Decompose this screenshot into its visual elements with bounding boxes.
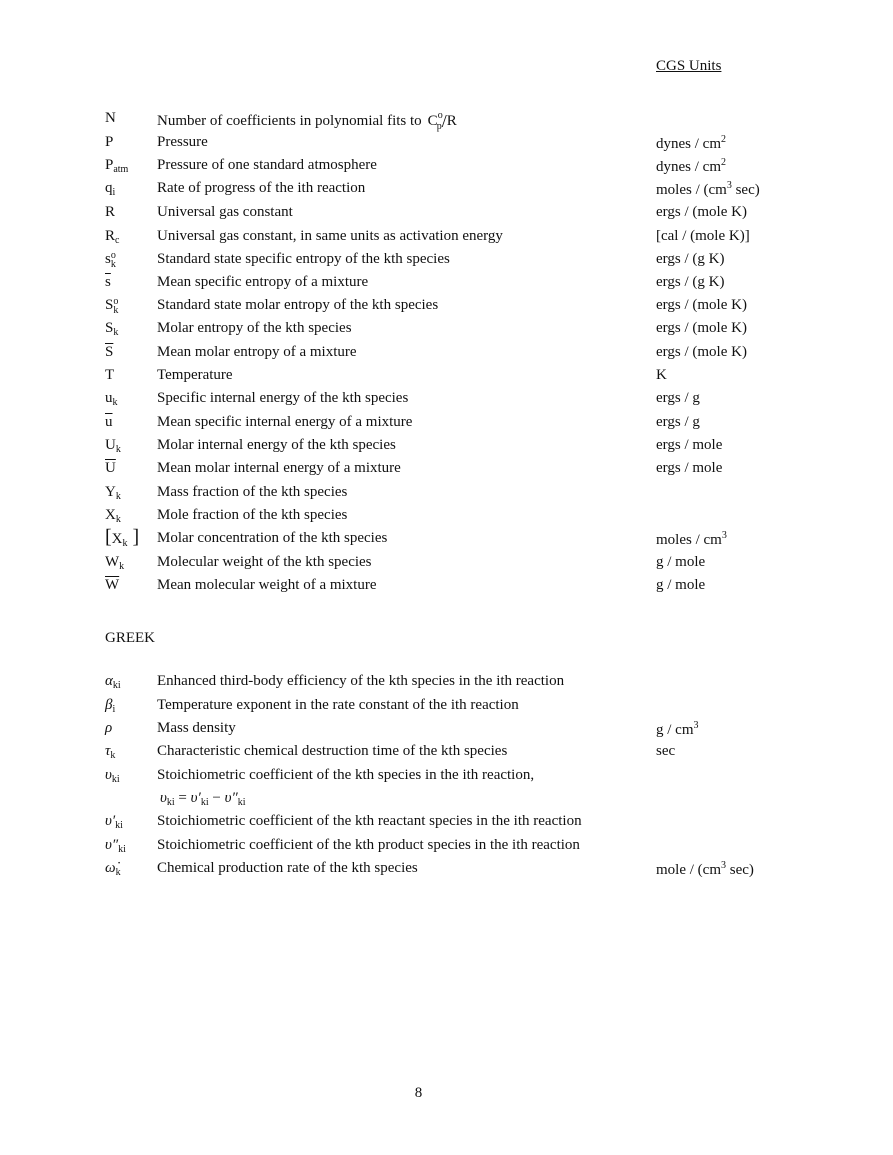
unit-exponent: 3 xyxy=(720,860,726,871)
greek-row xyxy=(0,720,893,742)
description-text: Enhanced third-body efficiency of the kth species in the ith reaction xyxy=(157,673,565,689)
description xyxy=(157,837,580,854)
unit-exponent: 2 xyxy=(721,157,726,168)
cp-superscript: o xyxy=(437,110,443,121)
symbol-subscript: k xyxy=(115,491,121,502)
description xyxy=(157,344,357,361)
symbol xyxy=(105,720,112,737)
description-text: Specific internal energy of the kth species xyxy=(157,390,409,406)
symbol-base: ω̇ xyxy=(105,860,116,876)
symbol-superscript: o xyxy=(113,296,119,307)
cp-subscript: p xyxy=(436,121,442,132)
left-bracket: [ xyxy=(105,526,112,548)
symbol-base: $\overline{W}$ xyxy=(105,577,120,593)
symbol-base: R xyxy=(105,204,116,220)
symbol xyxy=(105,507,121,525)
unit-cell xyxy=(656,251,724,268)
nomenclature-row xyxy=(0,414,893,436)
description-text: Mean specific internal energy of a mixture xyxy=(157,414,413,430)
symbol-subscript: k xyxy=(115,514,121,525)
description-text: Chemical production rate of the kth species xyxy=(157,860,418,876)
description-text: Temperature exponent in the rate constant of the ith reaction xyxy=(157,697,519,713)
unit-cell xyxy=(656,320,747,337)
unit-cell xyxy=(656,414,700,431)
symbol-base: U xyxy=(105,437,116,453)
symbol-subscript: ki xyxy=(118,844,126,855)
greek-row xyxy=(0,697,893,719)
symbol-base: $\overline{u}$ xyxy=(105,414,113,430)
symbol xyxy=(105,180,115,198)
unit-exponent: 3 xyxy=(721,530,727,541)
description-text: Pressure of one standard atmosphere xyxy=(157,157,377,173)
description-text: Mean molar entropy of a mixture xyxy=(157,344,357,360)
unit-text: ergs / (mole K) xyxy=(656,320,747,336)
description-text: Mean molar internal energy of a mixture xyxy=(157,460,401,476)
description xyxy=(157,813,582,830)
description xyxy=(157,297,438,314)
unit-text: ergs / mole xyxy=(656,460,723,476)
description-text: Mean specific entropy of a mixture xyxy=(157,274,369,290)
nomenclature-row xyxy=(0,110,893,132)
unit-tail: sec) xyxy=(731,182,760,198)
description xyxy=(157,577,377,594)
symbol-base: R xyxy=(105,228,116,244)
description xyxy=(157,697,519,714)
formula-term-a-subscript: ki xyxy=(200,797,209,808)
description xyxy=(157,554,372,571)
description-text: Stoichiometric coefficient of the kth reactant species in the ith reaction xyxy=(157,813,582,829)
symbol-base: q xyxy=(105,180,113,196)
symbol xyxy=(105,437,121,455)
unit-cell xyxy=(656,367,667,384)
unit-cell xyxy=(656,460,722,477)
unit-cell xyxy=(656,344,747,361)
symbol xyxy=(105,414,113,431)
nomenclature-row xyxy=(0,390,893,412)
description xyxy=(157,180,365,197)
unit-cell xyxy=(656,157,726,176)
symbol-subscript: i xyxy=(112,704,116,715)
symbol-base: β xyxy=(105,697,113,713)
symbol xyxy=(105,554,124,572)
symbol-subscript: ki xyxy=(112,680,121,691)
symbol-base: S xyxy=(105,320,114,336)
unit-text: g / mole xyxy=(656,554,706,570)
symbol xyxy=(105,251,116,269)
description-text: Molecular weight of the kth species xyxy=(157,554,372,570)
description-text: Mole fraction of the kth species xyxy=(157,507,348,523)
formula-equals: = xyxy=(174,790,191,806)
description-text: Molar concentration of the kth species xyxy=(157,530,388,546)
fraction-slash: / xyxy=(441,111,447,131)
description-text: Mean molecular weight of a mixture xyxy=(157,577,377,593)
unit-text: moles / cm xyxy=(656,532,722,548)
description xyxy=(157,204,293,221)
unit-cell xyxy=(656,530,727,549)
nomenclature-row xyxy=(0,460,893,482)
description xyxy=(157,767,534,784)
unit-cell xyxy=(656,577,705,594)
nomenclature-row xyxy=(0,157,893,179)
unit-text: dynes / cm xyxy=(656,136,721,152)
description xyxy=(157,530,387,547)
description xyxy=(157,484,347,501)
description xyxy=(157,437,396,454)
formula-term-a: υ′ xyxy=(190,790,201,806)
symbol-subscript: k xyxy=(113,327,119,338)
description-text: Stoichiometric coefficient of the kth product species in the ith reaction xyxy=(157,837,580,853)
description xyxy=(157,720,236,737)
unit-text: ergs / (mole K) xyxy=(656,344,747,360)
symbol-subscript: k xyxy=(113,305,119,316)
unit-text: ergs / g xyxy=(656,390,700,406)
greek-row xyxy=(0,837,893,859)
symbol-subscript: k xyxy=(115,444,121,455)
nomenclature-row xyxy=(0,554,893,576)
description-text: Mass density xyxy=(157,720,236,736)
symbol-subscript: k xyxy=(122,538,128,549)
symbol-base: s xyxy=(105,251,111,267)
description-text: Standard state molar entropy of the kth species xyxy=(157,297,439,313)
symbol-base: N xyxy=(105,110,116,126)
description xyxy=(157,320,352,337)
nomenclature-row xyxy=(0,437,893,459)
formula-term-b: υ″ xyxy=(224,790,238,806)
symbol xyxy=(105,274,111,291)
unit-cell xyxy=(656,180,760,199)
symbol xyxy=(105,110,116,127)
symbol-base: α xyxy=(105,673,113,689)
description-text: Universal gas constant, in same units as activation energy xyxy=(157,228,503,244)
symbol-base: υ xyxy=(105,767,112,783)
unit-cell xyxy=(656,274,724,291)
unit-text: [cal / (mole K)] xyxy=(656,228,750,244)
nomenclature-row xyxy=(0,344,893,366)
unit-exponent: 2 xyxy=(721,134,726,145)
description-text: Stoichiometric coefficient of the kth species in the ith reaction, xyxy=(157,767,535,783)
symbol-subscript: atm xyxy=(113,164,129,175)
symbol xyxy=(105,320,118,338)
symbol-base: X xyxy=(105,507,116,523)
symbol xyxy=(105,367,114,384)
symbol-base: S xyxy=(105,297,114,313)
nomenclature-row xyxy=(0,251,893,273)
nomenclature-row xyxy=(0,526,893,552)
unit-text: ergs / mole xyxy=(656,437,723,453)
greek-row xyxy=(0,673,893,695)
description xyxy=(157,743,507,760)
symbol-base: W xyxy=(105,554,120,570)
symbol-base: $\overline{s}$ xyxy=(105,274,111,290)
description-text: Molar entropy of the kth species xyxy=(157,320,352,336)
symbol-base: Y xyxy=(105,484,116,500)
unit-text: ergs / (mole K) xyxy=(656,297,747,313)
description-text: Number of coefficients in polynomial fits to xyxy=(157,113,422,129)
description xyxy=(157,110,457,132)
unit-text: K xyxy=(656,367,667,383)
description-text: Universal gas constant xyxy=(157,204,293,220)
symbol xyxy=(105,837,126,855)
symbol-base: τ xyxy=(105,743,111,759)
unit-cell xyxy=(656,390,700,407)
sub-sup-stack xyxy=(113,297,118,315)
unit-cell xyxy=(656,204,747,221)
unit-text: sec xyxy=(656,743,676,759)
symbol xyxy=(105,813,123,831)
nomenclature-row xyxy=(0,228,893,250)
symbol-subscript: k xyxy=(110,750,116,761)
description xyxy=(157,157,377,174)
unit-text: ergs / (mole K) xyxy=(656,204,747,220)
unit-cell xyxy=(656,860,754,879)
greek-row xyxy=(0,743,893,765)
symbol-subscript: k xyxy=(110,259,116,270)
symbol xyxy=(105,204,115,221)
cp-c: C xyxy=(427,113,438,129)
nomenclature-row xyxy=(0,367,893,389)
unit-cell xyxy=(656,554,705,571)
nomenclature-row xyxy=(0,320,893,342)
symbol-base: υ″ xyxy=(105,837,119,853)
nomenclature-row xyxy=(0,274,893,296)
description xyxy=(157,673,564,690)
symbol-subscript: c xyxy=(115,235,120,246)
nomenclature-row xyxy=(0,297,893,319)
description-text: Standard state specific entropy of the kth species xyxy=(157,251,450,267)
symbol-base: X xyxy=(111,531,123,547)
unit-cell xyxy=(656,228,750,245)
symbol-subscript: k xyxy=(115,867,121,878)
symbol-base: P xyxy=(105,157,114,173)
nomenclature-row xyxy=(0,484,893,506)
formula-lhs-subscript: ki xyxy=(166,797,175,808)
nomenclature-row xyxy=(0,577,893,599)
unit-text: g / mole xyxy=(656,577,706,593)
unit-exponent: 3 xyxy=(693,720,699,731)
unit-text: dynes / cm xyxy=(656,159,721,175)
symbol xyxy=(105,526,140,549)
description xyxy=(157,414,412,431)
symbol xyxy=(105,344,113,361)
right-bracket: ] xyxy=(127,526,140,548)
stoichiometric-formula xyxy=(160,790,245,808)
description-text: Pressure xyxy=(157,134,208,150)
unit-text: ergs / (g K) xyxy=(656,251,725,267)
symbol xyxy=(105,697,115,715)
description xyxy=(157,274,368,291)
symbol xyxy=(105,673,121,691)
greek-row xyxy=(0,860,893,882)
symbol-base: ρ xyxy=(105,720,113,736)
sub-sup-stack xyxy=(111,251,116,269)
description-text: Temperature xyxy=(157,367,233,383)
symbol xyxy=(105,743,115,761)
symbol xyxy=(105,157,128,175)
page-number: 8 xyxy=(414,1085,423,1101)
unit-cell xyxy=(656,720,699,739)
symbol xyxy=(105,134,113,151)
unit-exponent: 3 xyxy=(726,180,732,191)
symbol-subscript: ki xyxy=(111,774,120,785)
description xyxy=(157,460,401,477)
unit-text: ergs / (g K) xyxy=(656,274,725,290)
symbol-subscript: ki xyxy=(115,820,123,831)
stoichiometric-formula-row xyxy=(0,790,893,812)
description xyxy=(157,367,233,384)
description xyxy=(157,228,503,245)
formula-term-b-subscript: ki xyxy=(237,797,246,808)
symbol-base: T xyxy=(105,367,115,383)
symbol xyxy=(105,460,116,477)
unit-cell xyxy=(656,134,726,153)
cp-r: R xyxy=(446,113,457,129)
symbol-base: $\overline{S}$ xyxy=(105,344,114,360)
formula-minus: − xyxy=(208,790,225,806)
nomenclature-row xyxy=(0,204,893,226)
description xyxy=(157,134,208,151)
symbol-subscript: k xyxy=(112,397,118,408)
description-text: Rate of progress of the ith reaction xyxy=(157,180,366,196)
symbol xyxy=(105,297,118,315)
greek-row xyxy=(0,767,893,789)
description xyxy=(157,860,418,877)
description-text: Molar internal energy of the kth species xyxy=(157,437,396,453)
symbol xyxy=(105,484,121,502)
unit-tail: sec) xyxy=(725,862,754,878)
symbol-base: $\overline{U}$ xyxy=(105,460,116,476)
unit-cell xyxy=(656,437,722,454)
symbol xyxy=(105,767,120,785)
symbol xyxy=(105,390,118,408)
symbol xyxy=(105,577,119,594)
unit-cell xyxy=(656,297,747,314)
symbol-base: υ′ xyxy=(105,813,116,829)
symbol-base: P xyxy=(105,134,114,150)
units-column-header: CGS Units xyxy=(656,58,722,74)
formula-lhs: υ xyxy=(160,790,167,806)
symbol-base: u xyxy=(105,390,113,406)
unit-text: g / cm xyxy=(656,722,694,738)
description xyxy=(157,390,408,407)
symbol xyxy=(105,860,121,878)
symbol-subscript: k xyxy=(119,561,125,572)
description xyxy=(157,251,450,268)
nomenclature-row xyxy=(0,134,893,156)
nomenclature-row xyxy=(0,180,893,202)
unit-text: mole / (cm xyxy=(656,862,721,878)
cp-over-r-fraction xyxy=(427,110,457,132)
greek-row xyxy=(0,813,893,835)
unit-text: ergs / g xyxy=(656,414,700,430)
symbol xyxy=(105,228,119,246)
unit-cell xyxy=(656,743,675,760)
description-text: Characteristic chemical destruction time of the kth species xyxy=(157,743,508,759)
unit-text: moles / (cm xyxy=(656,182,727,198)
symbol-subscript: i xyxy=(112,187,116,198)
description xyxy=(157,507,347,524)
symbol-superscript: o xyxy=(110,250,116,261)
description-text: Mass fraction of the kth species xyxy=(157,484,348,500)
greek-section-title: GREEK xyxy=(105,630,155,646)
